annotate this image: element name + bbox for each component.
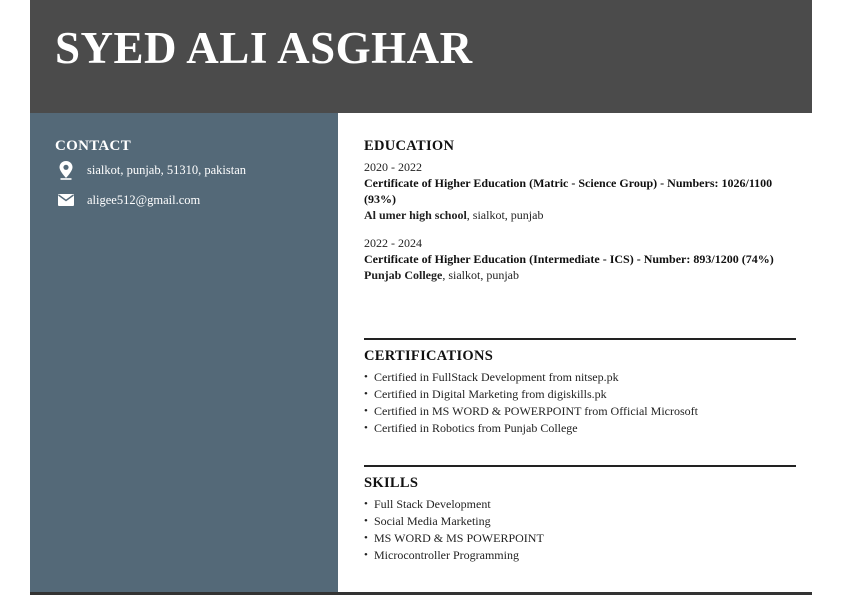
education-school <box>364 207 796 223</box>
education-degree: Certificate of Higher Education (Matric - Science Group) - Numbers: 1026/1100 (93%) <box>364 176 773 206</box>
envelope-icon <box>55 194 77 206</box>
skills-section <box>364 474 796 564</box>
school-location: , sialkot, punjab <box>466 208 544 222</box>
school-name: Punjab College <box>364 268 443 282</box>
location-pin-icon <box>55 161 77 180</box>
skill-item: • Full Stack Development <box>364 496 796 513</box>
contact-address-row <box>55 160 246 180</box>
education-entry <box>364 235 796 283</box>
certification-item: • Certified in Digital Marketing from digiskills.pk <box>364 386 796 403</box>
skills-list <box>364 496 796 564</box>
certifications-title: CERTIFICATIONS <box>364 348 494 364</box>
contact-title: CONTACT <box>55 138 131 154</box>
section-divider <box>364 465 796 467</box>
education-years: 2020 - 2022 <box>364 160 422 174</box>
header-banner <box>30 0 812 113</box>
contact-email[interactable]: aligee512@gmail.com <box>87 192 201 207</box>
certifications-list <box>364 369 796 437</box>
education-title: EDUCATION <box>364 138 455 154</box>
main-content <box>338 113 812 592</box>
skill-item: • Social Media Marketing <box>364 513 796 530</box>
certification-item: • Certified in FullStack Development from nitsep.pk <box>364 369 796 386</box>
resume-page <box>30 0 812 592</box>
contact-sidebar <box>30 113 338 592</box>
skill-item: • Microcontroller Programming <box>364 547 796 564</box>
contact-email-row <box>55 190 200 210</box>
certification-item: • Certified in MS WORD & POWERPOINT from Official Microsoft <box>364 403 796 420</box>
education-section <box>364 137 796 283</box>
education-years: 2022 - 2024 <box>364 236 422 250</box>
school-location: , sialkot, punjab <box>442 268 520 282</box>
skills-title: SKILLS <box>364 475 419 491</box>
certification-item: • Certified in Robotics from Punjab College <box>364 420 796 437</box>
skill-item: • MS WORD & MS POWERPOINT <box>364 530 796 547</box>
education-entry <box>364 159 796 223</box>
education-school <box>364 267 796 283</box>
contact-address: sialkot, punjab, 51310, pakistan <box>87 162 247 177</box>
section-divider <box>364 338 796 340</box>
school-name: Al umer high school <box>364 208 467 222</box>
certifications-section <box>364 347 796 437</box>
candidate-name: SYED ALI ASGHAR <box>55 23 473 73</box>
education-degree: Certificate of Higher Education (Intermediate - ICS) - Number: 893/1200 (74%) <box>364 252 774 266</box>
